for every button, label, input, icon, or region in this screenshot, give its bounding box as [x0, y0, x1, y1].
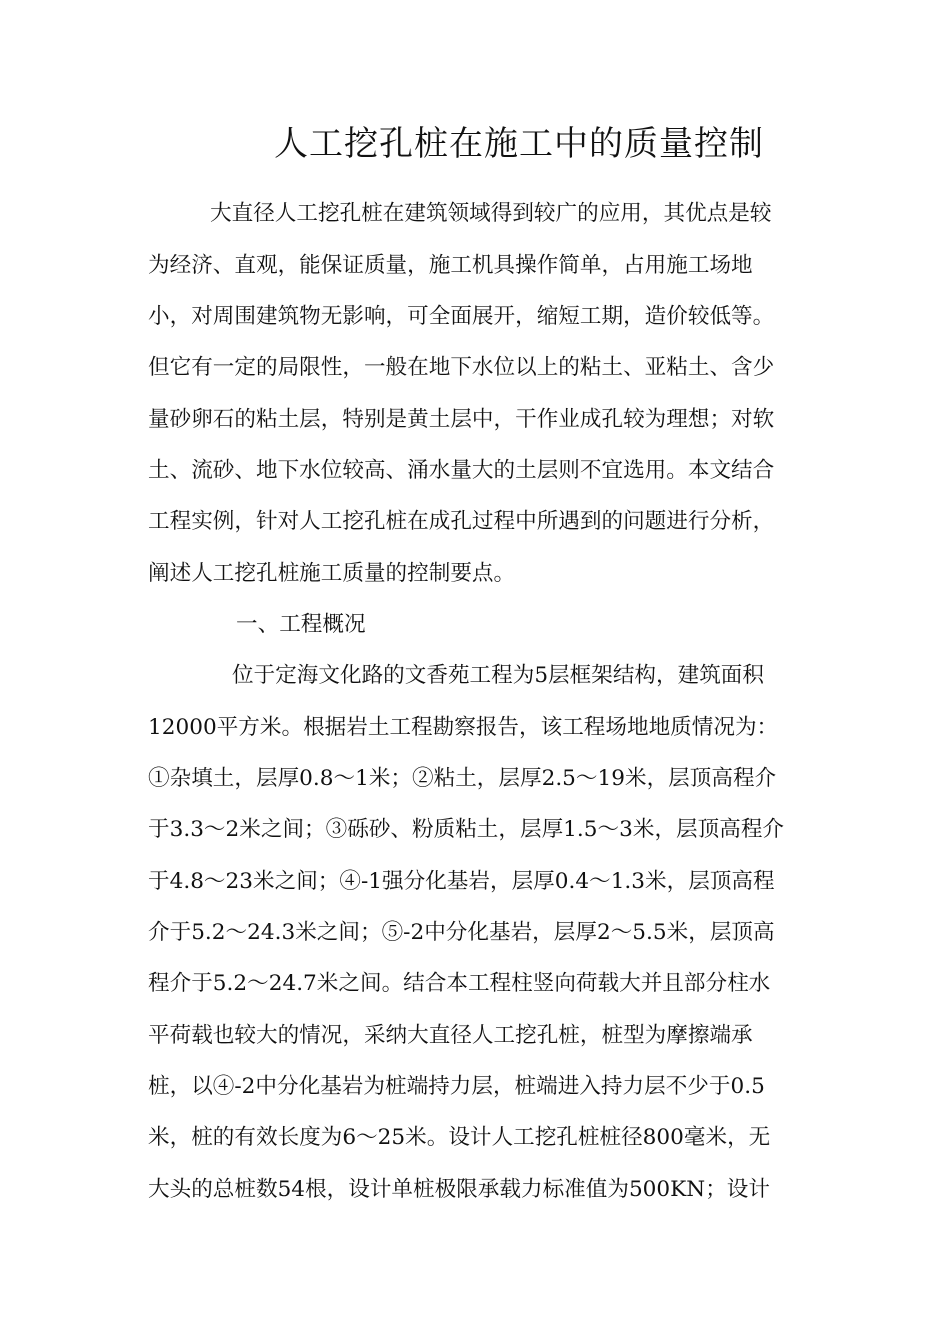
paragraph-line: 为经济、直观，能保证质量，施工机具操作简单，占用施工场地 [148, 253, 753, 278]
paragraph-line: 大直径人工挖孔桩在建筑领域得到较广的应用，其优点是较 [210, 201, 772, 226]
paragraph-line: 米，桩的有效长度为6～25米。设计人工挖孔桩桩径800毫米，无 [148, 1125, 771, 1150]
paragraph-line: 但它有一定的局限性，一般在地下水位以上的粘土、亚粘土、含少 [148, 355, 775, 380]
paragraph-line: 阐述人工挖孔桩施工质量的控制要点。 [148, 561, 516, 586]
paragraph-line: 量砂卵石的粘土层，特别是黄土层中，干作业成孔较为理想；对软 [148, 407, 775, 432]
paragraph-line: 12000平方米。根据岩土工程勘察报告，该工程场地地质情况为： [148, 715, 779, 740]
paragraph-line: 介于5.2～24.3米之间；⑤-2中分化基岩，层厚2～5.5米，层顶高 [148, 920, 775, 945]
page-title: 人工挖孔桩在施工中的质量控制 [274, 124, 764, 164]
paragraph-line: 位于定海文化路的文香苑工程为5层框架结构，建筑面积 [232, 663, 764, 688]
paragraph-line: 桩，以④-2中分化基岩为桩端持力层，桩端进入持力层不少于0.5 [148, 1074, 765, 1099]
paragraph-line: 于4.8～23米之间；④-1强分化基岩，层厚0.4～1.3米，层顶高程 [148, 869, 775, 894]
section-heading: 一、工程概况 [236, 612, 366, 637]
paragraph-line: 工程实例，针对人工挖孔桩在成孔过程中所遇到的问题进行分析， [148, 509, 775, 534]
paragraph-line: ①杂填土，层厚0.8～1米；②粘土，层厚2.5～19米，层顶高程介 [148, 766, 777, 791]
paragraph-line: 平荷载也较大的情况，采纳大直径人工挖孔桩，桩型为摩擦端承 [148, 1023, 753, 1048]
paragraph-line: 于3.3～2米之间；③砾砂、粉质粘土，层厚1.5～3米，层顶高程介 [148, 817, 785, 842]
paragraph-line: 大头的总桩数54根，设计单桩极限承载力标准值为500KN；设计 [148, 1177, 770, 1202]
paragraph-line: 土、流砂、地下水位较高、涌水量大的土层则不宜选用。本文结合 [148, 458, 775, 483]
paragraph-line: 程介于5.2～24.7米之间。结合本工程柱竖向荷载大并且部分柱水 [148, 971, 771, 996]
paragraph-line: 小，对周围建筑物无影响，可全面展开，缩短工期，造价较低等。 [148, 304, 775, 329]
